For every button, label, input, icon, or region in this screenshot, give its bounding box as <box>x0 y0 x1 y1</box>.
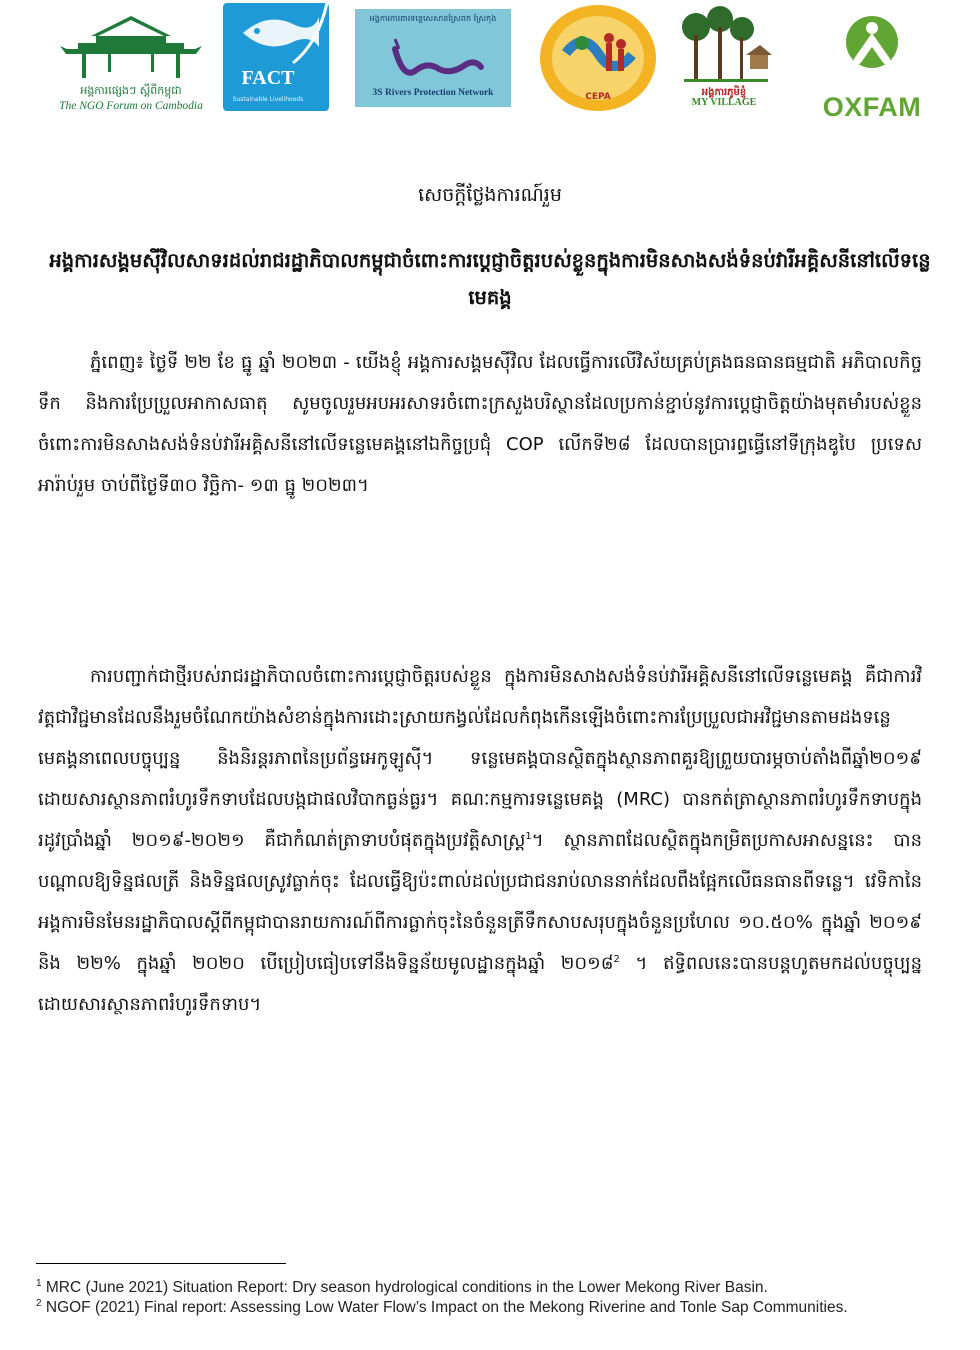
ngo-forum-emblem-icon <box>36 8 226 86</box>
trees-icon <box>676 5 772 85</box>
my-village-khmer-name: អង្គការភូមិខ្ញុំ <box>701 87 747 98</box>
paragraph-intro: ភ្នំពេញ៖ ថ្ងៃទី ២២ ខែ ធ្នូ ឆ្នាំ ២០២៣ - យើងខ្ញុំ អង្គការសង្គមស៊ីវិល ដែលធ្វើការលើវិស័យគ្រប់គ្រងធនធានធម្មជាតិ អភិបាលកិច្ចទឹក និងការប្រែប្រួលអាកាសធាតុ សូមចូលរួមអបអរសាទរចំពោះក្រសួងបរិស្ថានដែលប្រកាន់ខ្ជាប់នូវការប្តេជ្ញាចិត្តយ៉ាងមុតមាំរបស់ខ្លួនចំពោះការមិនសាងសង់ទំនប់វារីអគ្គិសនីនៅលើទន្លេមេគង្គនៅឯកិច្ចប្រជុំ COP លើកទី២៨ ដែលបានប្រារព្ធធ្វើនៅទីក្រុងឌូបៃ ប្រទេសអារ៉ាប់រួម ចាប់ពីថ្ងៃទី៣០ វិច្ឆិកា- ១៣ ធ្នូ ២០២៣។ <box>38 352 922 496</box>
ngo-forum-english-name: The NGO Forum on Cambodia <box>59 100 203 112</box>
paragraph-context-part-a: ការបញ្ជាក់ជាថ្មីរបស់រាជរដ្ឋាភិបាលចំពោះការប្តេជ្ញាចិត្តរបស់ខ្លួន ក្នុងការមិនសាងសង់ទំនប់វារីអគ្គិសនីនៅលើទន្លេមេគង្គ គឺជាការវិវត្តជាវិជ្ជមានដែលនឹងរួមចំណែកយ៉ាងសំខាន់ក្នុងការដោះស្រាយកង្វល់ដែលកំពុងកើនឡើងចំពោះការប្រែប្រួលជាអវិជ្ជមានតាមដងទន្លេមេគង្គនាពេលបច្ចុប្បន្ន និងនិរន្តរភាពនៃប្រព័ន្ធអេកូឡូស៊ី។ ទន្លេមេគង្គបានស្ថិតក្នុងស្ថានភាពគួរឱ្យព្រួយបារម្ភចាប់តាំងពីឆ្នាំ២០១៩ ដោយសារស្ថានភាពរំហូរទឹកទាបដែលបង្កជាផលវិបាកធ្ងន់ធ្ងរ។ គណៈកម្មការទន្លេមេគង្គ (MRC) បានកត់ត្រាស្ថានភាពរំហូរទឹកទាបក្នុងរដូវប្រាំងឆ្នាំ ២០១៩-២០២១ គឺជាកំណត់ត្រាទាបបំផុតក្នុងប្រវត្តិសាស្ត្រ <box>38 666 922 851</box>
paragraph-context-part-c: ។ ឥទ្ធិពលនេះបានបន្តហូតមកដល់បច្ចុប្បន្ន ដោយសារស្ថានភាពរំហូរទឹកទាប។ <box>38 953 923 1015</box>
oxfam-name: OXFAM <box>822 92 922 122</box>
paragraph-context-part-b: ។ ស្ថានភាពដែលស្ថិតក្នុងកម្រិតប្រកាសអាសន្ននេះ បានបណ្តាលឱ្យទិន្នផលត្រី និងទិន្នផលស្រូវធ្លាក់ចុះ ដែលធ្វើឱ្យប៉ះពាល់ដល់ប្រជាជនរាប់លាននាក់ដែលពឹងផ្អែកលើធនធានពីទន្លេ។ វេទិកានៃអង្គការមិនមែនរដ្ឋាភិបាលស្តីពីកម្ពុជាបានរាយការណ៍ពីការធ្លាក់ចុះនៃចំនួនត្រីទឹកសាបសរុបក្នុងចំនួនប្រហែល ១០.៥០% ក្នុងឆ្នាំ ២០១៩ និង ២២% ក្នុងឆ្នាំ ២០២០ បើប្រៀបធៀបទៅនឹងទិន្នន័យមូលដ្ឋានក្នុងឆ្នាំ ២០១៨ <box>38 830 922 974</box>
oxfam-symbol-icon <box>820 10 924 90</box>
footnote-divider <box>36 1263 286 1264</box>
fact-tagline: Sustainable Livelihoods <box>232 96 304 103</box>
footnote-1-text: MRC (June 2021) Situation Report: Dry season hydrological conditions in the Lower Mekong River Basin. <box>41 1279 768 1296</box>
three-rivers-khmer-name: អង្គការការពារទន្លេសេសានស្រែពក ស្រែកុង <box>369 14 497 23</box>
cepa-emblem-icon <box>538 3 658 113</box>
paragraph-context <box>38 656 922 1025</box>
my-village-english-name: MY VILLAGE <box>691 97 757 108</box>
footnote-2 <box>36 1298 916 1318</box>
three-rivers-logo <box>355 9 511 107</box>
press-statement-title: សេចក្តីថ្លែងការណ៍រួម <box>418 184 562 206</box>
three-rivers-english-name: 3S Rivers Protection Network <box>372 88 494 98</box>
ngo-forum-logo <box>36 8 226 118</box>
statement-headline: អង្គការសង្គមស៊ីវិលសាទរដល់រាជរដ្ឋាភិបាលកម្ពុជាចំពោះការប្តេជ្ញាចិត្តរបស់ខ្លួនក្នុងការមិនសាងសង់ទំនប់វារីអគ្គិសនីនៅលើទន្លេមេគង្គ <box>49 249 931 309</box>
footnote-1-number: 1 <box>36 1277 42 1289</box>
footnote-2-text: NGOF (2021) Final report: Assessing Low Water Flow’s Impact on the Mekong Riverine and Tonle Sap Communities. <box>41 1299 848 1316</box>
footnote-1 <box>36 1278 916 1298</box>
my-village-logo <box>676 5 772 109</box>
oxfam-logo <box>820 10 924 120</box>
footnote-ref-1[interactable]: 1 <box>525 831 532 842</box>
ngo-forum-khmer-name: អង្គការផ្សេងៗ ស្តីពីកម្ពុជា <box>80 84 182 97</box>
cepa-name: CEPA <box>585 92 611 102</box>
partner-logos-header <box>0 0 980 135</box>
fact-logo <box>223 3 329 111</box>
cepa-logo <box>538 3 658 113</box>
footnote-2-number: 2 <box>36 1297 42 1309</box>
footnote-ref-2[interactable]: 2 <box>613 954 620 965</box>
fish-icon <box>223 3 329 111</box>
fact-name: FACT <box>241 67 295 89</box>
